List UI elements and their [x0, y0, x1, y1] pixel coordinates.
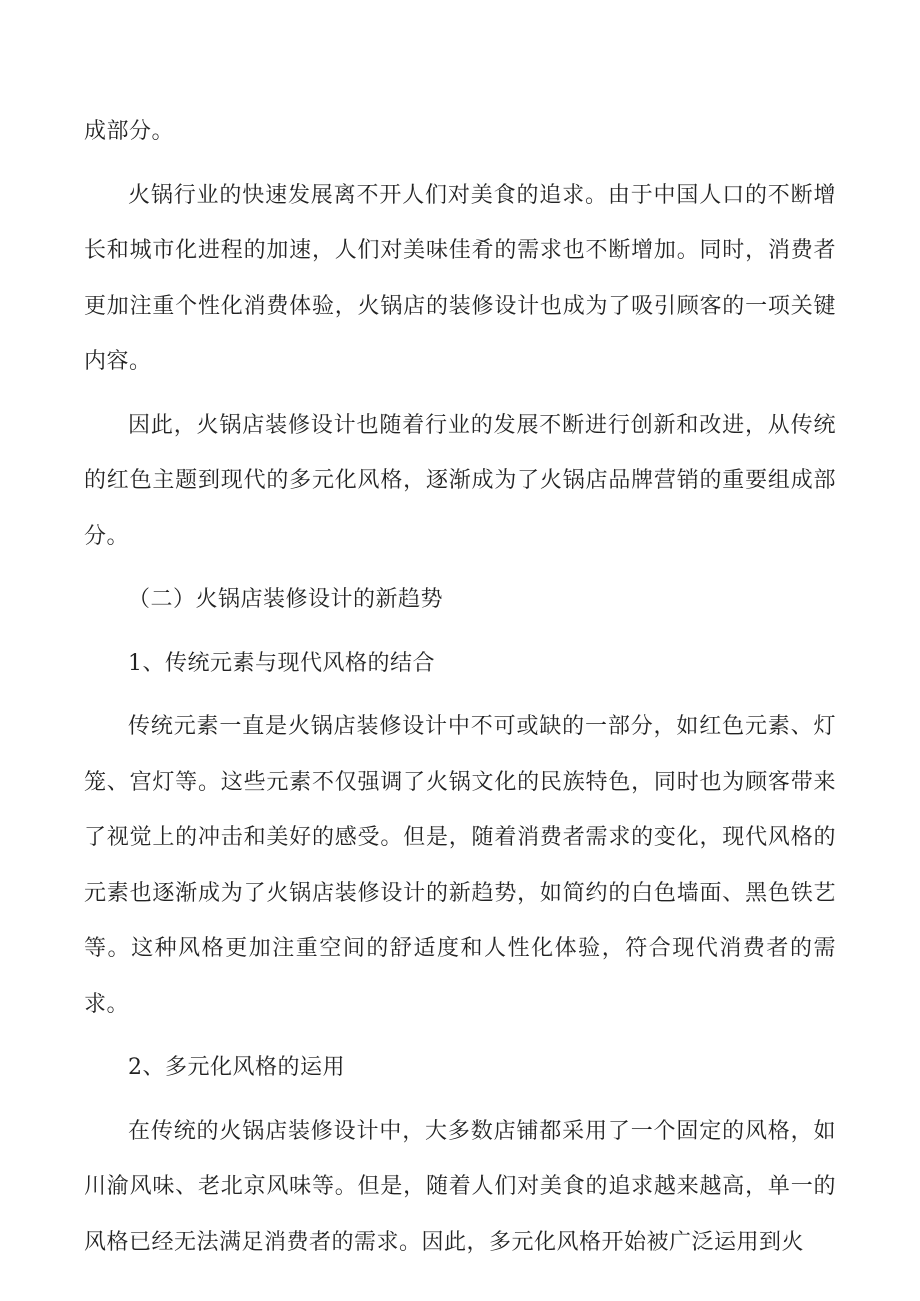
paragraph-traditional-elements: 传统元素一直是火锅店装修设计中不可或缺的一部分，如红色元素、灯笼、宫灯等。这些元素不仅强调了火锅文化的民族特色，同时也为顾客带来了视觉上的冲击和美好的感受。但是，随着消费者需求的变化，现代风格的元素也逐渐成为了火锅店装修设计的新趋势，如简约的白色墙面、黑色铁艺等。这种风格更加注重空间的舒适度和人性化体验，符合现代消费者的需求。 — [84, 714, 836, 1017]
paragraph-continuation: 成部分。 — [84, 119, 175, 144]
paragraph-industry-growth: 火锅行业的快速发展离不开人们对美食的追求。由于中国人口的不断增长和城市化进程的加速，人们对美味佳肴的需求也不断增加。同时，消费者更加注重个性化消费体验，火锅店的装修设计也成为了吸引顾客的一项关键内容。 — [84, 182, 836, 374]
subheading-diverse-styles: 2、多元化风格的运用 — [128, 1055, 345, 1080]
section-heading-new-trends: （二）火锅店装修设计的新趋势 — [128, 587, 444, 612]
paragraph-diverse-styles: 在传统的火锅店装修设计中，大多数店铺都采用了一个固定的风格，如川渝风味、老北京风味等。但是，随着人们对美食的追求越来越高，单一的风格已经无法满足消费者的需求。因此，多元化风格开始被广泛运用到火 — [84, 1118, 836, 1255]
paragraph-innovation: 因此，火锅店装修设计也随着行业的发展不断进行创新和改进，从传统的红色主题到现代的多元化风格，逐渐成为了火锅店品牌营销的重要组成部分。 — [84, 412, 836, 549]
document-body — [84, 104, 836, 1270]
subheading-traditional-modern: 1、传统元素与现代风格的结合 — [128, 650, 435, 676]
